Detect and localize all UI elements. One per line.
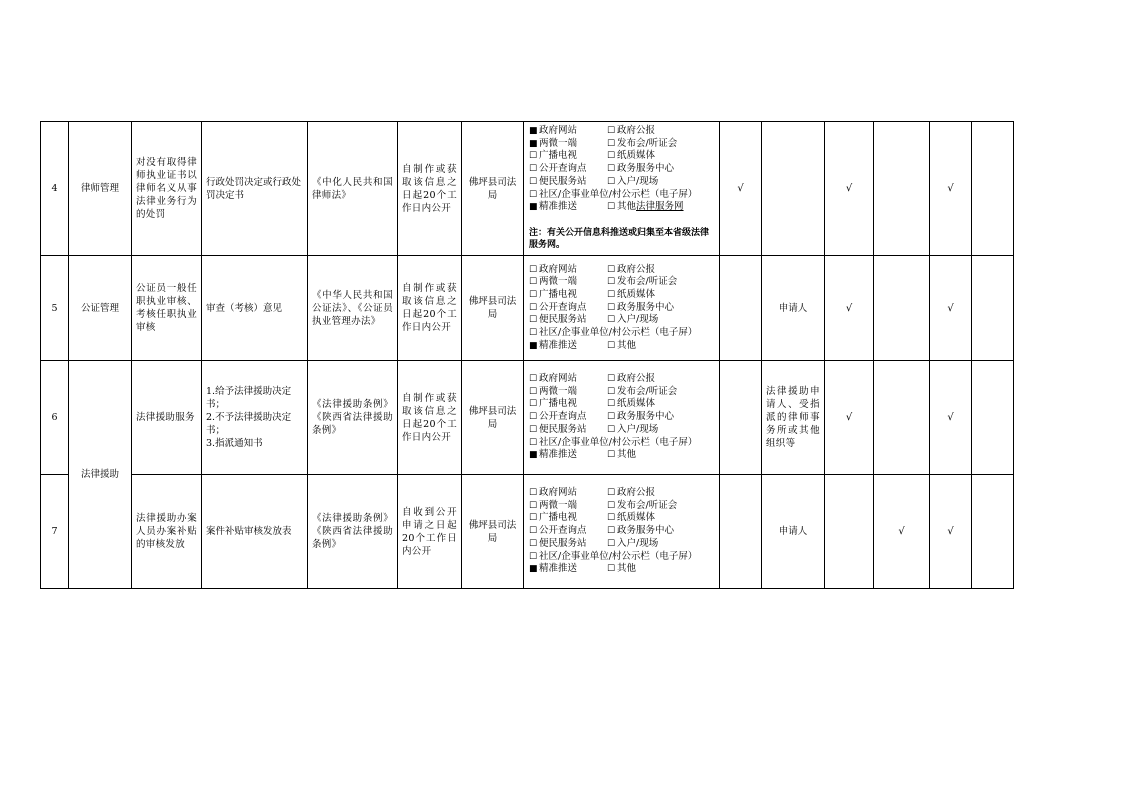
unchecked-box-icon: ☐: [607, 315, 616, 326]
check-cell-f: [972, 361, 1014, 475]
channel-label: 政府网站: [539, 487, 578, 499]
item-cell: 法律援助服务: [132, 361, 202, 475]
channel-label: 两微一端: [539, 499, 578, 511]
check-cell-d: [874, 122, 930, 256]
channel-label: 两微一端: [539, 137, 578, 149]
check-cell-f: [972, 256, 1014, 361]
channel-label: 社区/企事业单位/村公示栏（电子屏）: [539, 550, 698, 562]
content-cell: 审查（考核）意见: [202, 256, 308, 361]
item-cell: 对没有取得律师执业证书以律师名义从事法律业务行为的处罚: [132, 122, 202, 256]
channel-option: [529, 289, 607, 302]
channel-label: 社区/企事业单位/村公示栏（电子屏）: [539, 188, 698, 200]
time-limit-cell: 自制作或获取该信息之日起20个工作日内公开: [398, 122, 462, 256]
channel-label: 入户/现场: [617, 175, 659, 187]
channel-label: 政务服务中心: [617, 301, 675, 313]
unchecked-box-icon: ☐: [607, 289, 616, 300]
unchecked-box-icon: ☐: [529, 551, 538, 562]
unchecked-box-icon: ☐: [529, 176, 538, 187]
channel-option: [607, 276, 715, 289]
channel-option: [529, 551, 715, 564]
channel-label: 广播电视: [539, 150, 578, 162]
unchecked-box-icon: ☐: [529, 164, 538, 175]
unchecked-box-icon: ☐: [529, 500, 538, 511]
channel-option: [607, 373, 715, 386]
channel-label: 其他: [617, 449, 637, 461]
time-limit-cell: 自制作或获取该信息之日起20个工作日内公开: [398, 361, 462, 475]
channel-option: [529, 449, 607, 462]
channel-option: [529, 264, 607, 277]
unchecked-box-icon: ☐: [529, 488, 538, 499]
content-cell: [202, 361, 308, 475]
object-cell: [762, 122, 825, 256]
unchecked-box-icon: ☐: [529, 315, 538, 326]
unchecked-box-icon: ☐: [607, 302, 616, 313]
unchecked-box-icon: ☐: [607, 488, 616, 499]
channel-option: [529, 276, 607, 289]
channel-label: 政务服务中心: [617, 411, 675, 423]
unchecked-box-icon: ☐: [607, 399, 616, 410]
check-cell-c: [825, 475, 874, 589]
channel-option: [607, 302, 715, 315]
channel-label: 政府网站: [539, 263, 578, 275]
check-cell-a: √: [720, 122, 762, 256]
channel-option: [607, 150, 715, 163]
channel-option: [529, 163, 607, 176]
time-limit-cell: 自制作或获取该信息之日起20个工作日内公开: [398, 256, 462, 361]
checked-box-icon: ■: [529, 340, 538, 351]
channel-label: 政府公报: [617, 263, 656, 275]
channel-option: [529, 302, 607, 315]
content-line: 1.给予法律援助决定书；: [206, 386, 292, 410]
channel-label: 公开查询点: [539, 525, 587, 537]
checked-box-icon: ■: [529, 450, 538, 461]
unchecked-box-icon: ☐: [607, 151, 616, 162]
unchecked-box-icon: ☐: [607, 126, 616, 137]
unchecked-box-icon: ☐: [607, 450, 616, 461]
channel-option: [529, 500, 607, 513]
channel-option: [529, 327, 715, 340]
unchecked-box-icon: ☐: [607, 374, 616, 385]
channel-label: 政府公报: [617, 487, 656, 499]
check-cell-c: √: [825, 256, 874, 361]
category-cell: 律师管理: [69, 122, 132, 256]
channel-label: 公开查询点: [539, 301, 587, 313]
channel-label: 社区/企事业单位/村公示栏（电子屏）: [539, 327, 698, 339]
unchecked-box-icon: ☐: [529, 302, 538, 313]
channel-extra: 法律服务网: [636, 201, 684, 213]
subject-cell: 佛坪县司法局: [462, 256, 524, 361]
row-index: 7: [41, 475, 69, 589]
unchecked-box-icon: ☐: [529, 437, 538, 448]
channel-label: 纸质媒体: [617, 288, 656, 300]
channel-option: [529, 487, 607, 500]
channel-label: 入户/现场: [617, 423, 659, 435]
content-line: 2.不予法律援助决定书；: [206, 412, 292, 436]
check-cell-e: √: [930, 122, 972, 256]
channel-option: [607, 138, 715, 151]
channel-label: 其他: [617, 201, 637, 213]
check-cell-d: √: [874, 475, 930, 589]
channel-option: [607, 340, 715, 353]
unchecked-box-icon: ☐: [607, 412, 616, 423]
channel-option: [529, 411, 607, 424]
check-cell-c: √: [825, 122, 874, 256]
table-row: [41, 122, 1014, 256]
check-cell-a: [720, 361, 762, 475]
table-row: [41, 361, 1014, 475]
channel-label: 便民服务站: [539, 423, 587, 435]
check-cell-d: [874, 256, 930, 361]
channels-cell: [524, 475, 720, 589]
channel-label: 其他: [617, 339, 637, 351]
channel-label: 纸质媒体: [617, 398, 656, 410]
channel-label: 政府公报: [617, 373, 656, 385]
channel-option: [529, 437, 715, 450]
channel-option: [607, 201, 715, 214]
channel-list: [529, 264, 715, 353]
unchecked-box-icon: ☐: [607, 424, 616, 435]
channel-option: [607, 411, 715, 424]
object-cell: 法律援助申请人、受指派的律师事务所或其他组织等: [762, 361, 825, 475]
channel-option: [529, 538, 607, 551]
channel-label: 便民服务站: [539, 175, 587, 187]
channel-label: 政务服务中心: [617, 163, 675, 175]
check-cell-e: √: [930, 256, 972, 361]
channel-option: [607, 289, 715, 302]
channel-option: [607, 264, 715, 277]
check-cell-c: √: [825, 361, 874, 475]
basis-cell: 《法律援助条例》《陕西省法律援助条例》: [308, 475, 398, 589]
check-cell-f: [972, 122, 1014, 256]
content-cell: 行政处罚决定或行政处罚决定书: [202, 122, 308, 256]
channels-cell: [524, 256, 720, 361]
unchecked-box-icon: ☐: [607, 277, 616, 288]
category-cell: 公证管理: [69, 256, 132, 361]
channel-label: 精准推送: [539, 449, 578, 461]
subject-cell: 佛坪县司法局: [462, 361, 524, 475]
subject-cell: 佛坪县司法局: [462, 475, 524, 589]
channel-label: 入户/现场: [617, 537, 659, 549]
channel-label: 发布会/听证会: [617, 137, 678, 149]
check-cell-a: [720, 475, 762, 589]
unchecked-box-icon: ☐: [529, 151, 538, 162]
check-cell-a: [720, 256, 762, 361]
channel-option: [529, 398, 607, 411]
channel-option: [529, 201, 607, 214]
channel-list: [529, 125, 715, 214]
unchecked-box-icon: ☐: [607, 526, 616, 537]
row-index: 4: [41, 122, 69, 256]
unchecked-box-icon: ☐: [529, 526, 538, 537]
unchecked-box-icon: ☐: [607, 538, 616, 549]
channel-option: [607, 163, 715, 176]
channel-option: [607, 176, 715, 189]
channel-label: 其他: [617, 563, 637, 575]
channel-label: 公开查询点: [539, 411, 587, 423]
channel-list: [529, 373, 715, 462]
table-row: [41, 256, 1014, 361]
channel-option: [529, 176, 607, 189]
unchecked-box-icon: ☐: [607, 202, 616, 213]
channel-option: [529, 125, 607, 138]
unchecked-box-icon: ☐: [529, 189, 538, 200]
unchecked-box-icon: ☐: [529, 289, 538, 300]
channel-option: [607, 424, 715, 437]
channel-option: [529, 189, 715, 202]
channel-label: 纸质媒体: [617, 512, 656, 524]
object-cell: 申请人: [762, 475, 825, 589]
unchecked-box-icon: ☐: [529, 538, 538, 549]
channel-label: 社区/企事业单位/村公示栏（电子屏）: [539, 436, 698, 448]
channel-note: 注：有关公开信息科推送或归集至本省级法律服务网。: [529, 227, 710, 251]
channel-label: 便民服务站: [539, 314, 587, 326]
channel-option: [607, 449, 715, 462]
channel-label: 广播电视: [539, 398, 578, 410]
unchecked-box-icon: ☐: [529, 513, 538, 524]
disclosure-table: [40, 121, 1014, 589]
channel-option: [607, 538, 715, 551]
unchecked-box-icon: ☐: [529, 328, 538, 339]
unchecked-box-icon: ☐: [529, 386, 538, 397]
unchecked-box-icon: ☐: [607, 176, 616, 187]
channel-option: [607, 563, 715, 576]
channel-label: 政府网站: [539, 125, 578, 137]
channel-option: [529, 386, 607, 399]
checked-box-icon: ■: [529, 202, 538, 213]
channel-option: [607, 487, 715, 500]
channel-label: 广播电视: [539, 288, 578, 300]
object-cell: 申请人: [762, 256, 825, 361]
unchecked-box-icon: ☐: [607, 340, 616, 351]
subject-cell: 佛坪县司法局: [462, 122, 524, 256]
channel-label: 精准推送: [539, 339, 578, 351]
unchecked-box-icon: ☐: [529, 399, 538, 410]
basis-cell: 《中华人民共和国公证法》、《公证员执业管理办法》: [308, 256, 398, 361]
content-line: 3.指派通知书: [206, 438, 263, 449]
channel-label: 精准推送: [539, 201, 578, 213]
unchecked-box-icon: ☐: [607, 500, 616, 511]
basis-cell: 《中化人民共和国律师法》: [308, 122, 398, 256]
channel-option: [607, 314, 715, 327]
channel-option: [529, 314, 607, 327]
channel-label: 便民服务站: [539, 537, 587, 549]
checked-box-icon: ■: [529, 564, 538, 575]
item-cell: 法律援助办案人员办案补贴的审核发放: [132, 475, 202, 589]
basis-cell: 《法律援助条例》《陕西省法律援助条例》: [308, 361, 398, 475]
row-index: 5: [41, 256, 69, 361]
row-index: 6: [41, 361, 69, 475]
channel-option: [607, 512, 715, 525]
unchecked-box-icon: ☐: [607, 513, 616, 524]
check-cell-e: √: [930, 361, 972, 475]
unchecked-box-icon: ☐: [607, 564, 616, 575]
channel-option: [529, 512, 607, 525]
channel-option: [607, 500, 715, 513]
channel-label: 两微一端: [539, 385, 578, 397]
channels-cell: [524, 122, 720, 256]
unchecked-box-icon: ☐: [529, 424, 538, 435]
channel-label: 广播电视: [539, 512, 578, 524]
channel-option: [529, 138, 607, 151]
channels-cell: [524, 361, 720, 475]
check-cell-f: [972, 475, 1014, 589]
channel-label: 两微一端: [539, 276, 578, 288]
channel-option: [529, 424, 607, 437]
checked-box-icon: ■: [529, 138, 538, 149]
unchecked-box-icon: ☐: [529, 264, 538, 275]
channel-option: [529, 150, 607, 163]
time-limit-cell: 自收到公开申请之日起20个工作日内公开: [398, 475, 462, 589]
check-cell-d: [874, 361, 930, 475]
channel-option: [607, 525, 715, 538]
channel-label: 政府公报: [617, 125, 656, 137]
category-cell: 法律援助: [69, 361, 132, 589]
unchecked-box-icon: ☐: [529, 412, 538, 423]
channel-label: 精准推送: [539, 563, 578, 575]
channel-label: 入户/现场: [617, 314, 659, 326]
channel-option: [607, 125, 715, 138]
item-cell: 公证员一般任职执业审核、考核任职执业审核: [132, 256, 202, 361]
unchecked-box-icon: ☐: [607, 138, 616, 149]
unchecked-box-icon: ☐: [607, 386, 616, 397]
channel-label: 发布会/听证会: [617, 276, 678, 288]
channel-label: 政务服务中心: [617, 525, 675, 537]
checked-box-icon: ■: [529, 126, 538, 137]
channel-option: [607, 398, 715, 411]
table-row: [41, 475, 1014, 589]
unchecked-box-icon: ☐: [607, 164, 616, 175]
channel-label: 纸质媒体: [617, 150, 656, 162]
channel-label: 公开查询点: [539, 163, 587, 175]
channel-option: [529, 373, 607, 386]
channel-option: [607, 386, 715, 399]
content-cell: 案件补贴审核发放表: [202, 475, 308, 589]
unchecked-box-icon: ☐: [529, 374, 538, 385]
channel-label: 政府网站: [539, 373, 578, 385]
channel-list: [529, 487, 715, 576]
channel-label: 发布会/听证会: [617, 499, 678, 511]
channel-option: [529, 525, 607, 538]
channel-option: [529, 340, 607, 353]
unchecked-box-icon: ☐: [607, 264, 616, 275]
channel-label: 发布会/听证会: [617, 385, 678, 397]
channel-option: [529, 563, 607, 576]
unchecked-box-icon: ☐: [529, 277, 538, 288]
check-cell-e: √: [930, 475, 972, 589]
